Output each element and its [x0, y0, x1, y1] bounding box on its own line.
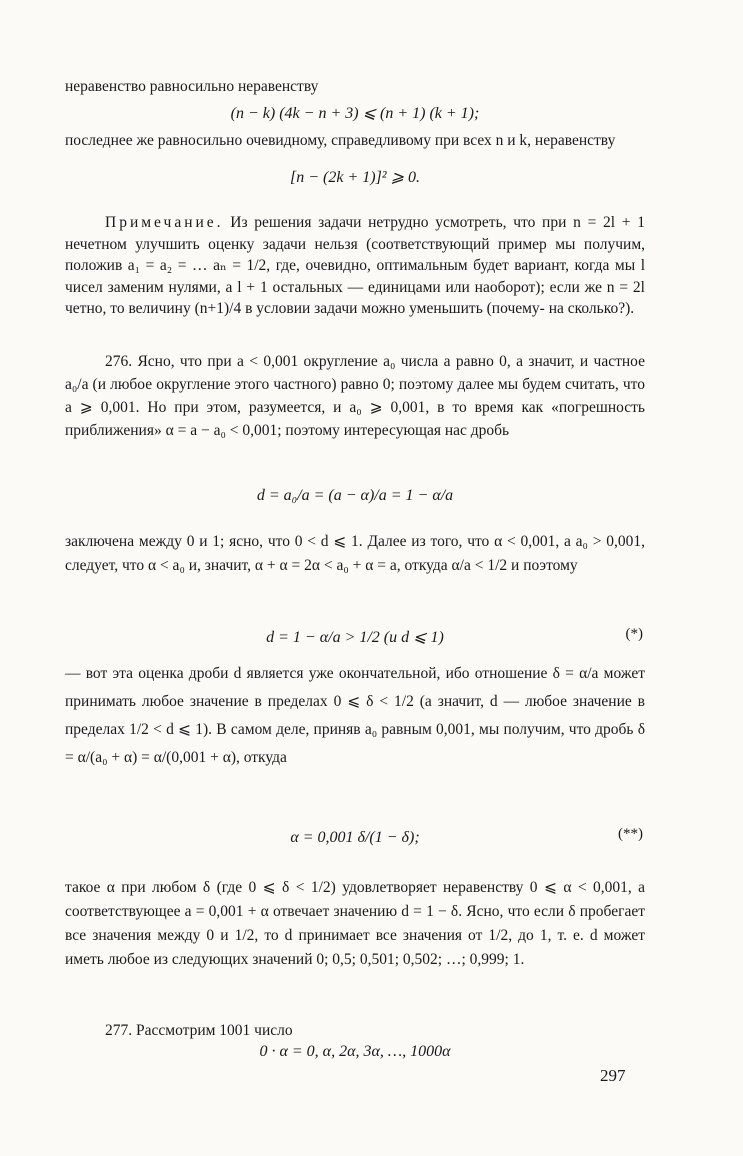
note-paragraph: [65, 212, 645, 320]
equation: (n − k) (4k − n + 3) ⩽ (n + 1) (k + 1);: [230, 105, 480, 122]
equation: [65, 626, 645, 650]
equation-number: (*): [625, 626, 643, 642]
paragraph: — вот эта оценка дроби d является уже окончательной, ибо отношение δ = α/a может принимать любое значение в пределах 0 ⩽ δ < 1/2 (а значит, d — любое значение в пределах 1/2 < d ⩽ 1). В самом деле, приняв a₀ равным 0,001, мы получим, что дробь δ = α/(a₀ + α) = α/(0,001 + α), откуда: [65, 665, 645, 766]
paragraph: неравенство равносильно неравенству: [65, 78, 319, 95]
paragraph-276: 276. Ясно, что при a < 0,001 округление a₀ числа a равно 0, а значит, и частное a₀/a (и любое округление этого частного) равно 0; поэтому далее мы будем считать, что a ⩾ 0,001. Но при этом, разумеется, и a₀ ⩾ 0,001, в то время как «погрешность приближения» α = a − a₀ < 0,001; поэтому интересующая нас дробь: [65, 353, 645, 439]
paragraph-277: 277. Рассмотрим 1001 число: [105, 1022, 293, 1039]
note-text: Из решения задачи нетрудно усмотреть, что при n = 2l + 1 нечетном улучшить оценку задачи нельзя (соответствующий пример мы получим, положив a₁ = a₂ = … aₙ = 1/2, где, очевидно, оптимальным будет вариант, когда мы l чисел заменим нулями, а l + 1 остальных — единицами или наоборот); если же n = 2l четно, то величину (n+1)/4 в условии задачи можно уменьшить (почему- на сколько?).: [65, 214, 645, 317]
note-title: Примечание.: [105, 214, 224, 231]
equation: 0 · α = 0, α, 2α, 3α, …, 1000α: [259, 1043, 451, 1060]
paragraph: заключена между 0 и 1; ясно, что 0 < d ⩽ 1. Далее из того, что α < 0,001, а a₀ > 0,001, следует, что α < a₀ и, значит, α + α = 2α < a₀ + α = a, откуда α/a < 1/2 и поэтому: [65, 533, 645, 574]
paragraph: последнее же равносильно очевидному, справедливому при всех n и k, неравенству: [65, 132, 616, 149]
equation: [n − (2k + 1)]² ⩾ 0.: [289, 169, 420, 186]
equation-number: (**): [618, 826, 643, 842]
paragraph: такое α при любом δ (где 0 ⩽ δ < 1/2) удовлетворяет неравенству 0 ⩽ α < 0,001, а соответствующее a = 0,001 + α отвечает значению d = 1 − δ. Ясно, что если δ пробегает все значения между 0 и 1/2, то d принимает все значения от 1/2, до 1, т. е. d может иметь любое из следующих значений 0; 0,5; 0,501; 0,502; …; 0,999; 1.: [65, 879, 645, 968]
page-number: 297: [600, 1066, 626, 1085]
equation: α = 0,001 δ/(1 − δ);: [290, 829, 420, 846]
equation: d = a₀/a = (a − α)/a = 1 − α/a: [256, 487, 454, 504]
equation-text: d = 1 − α/a > 1/2 (и d ⩽ 1): [266, 629, 444, 646]
